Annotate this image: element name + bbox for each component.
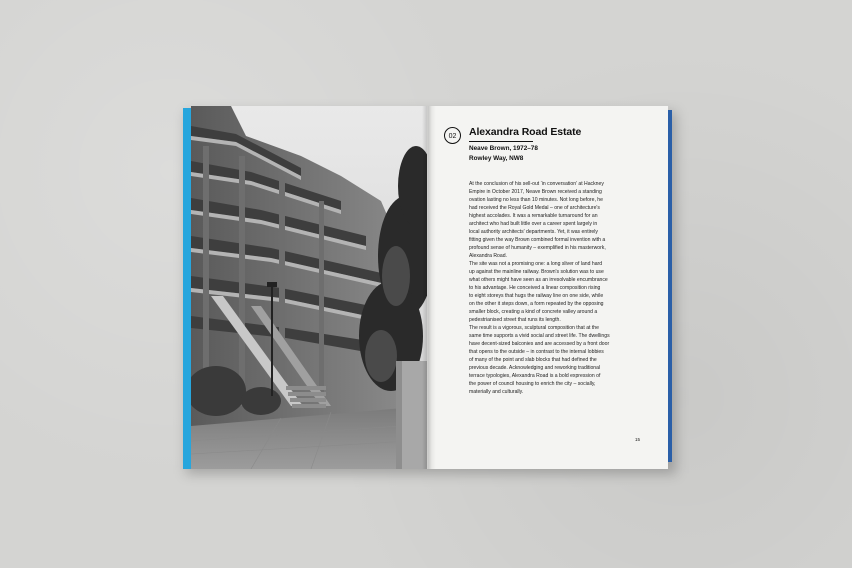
- body-line: pedestrianised street that runs its length.: [469, 317, 561, 323]
- title-rule: [469, 141, 533, 142]
- body-line: up against the mainline railway. Brown's solution was to use: [469, 269, 604, 275]
- body-line: of many of the point and slab blocks that had defined the: [469, 357, 597, 363]
- back-cover-edge: [668, 110, 672, 462]
- body-line: At the conclusion of his sell-out ‘in conversation’ at Hackney: [469, 181, 604, 187]
- body-line: same time supports a vivid social and street life. The dwellings: [469, 333, 610, 339]
- body-line: ovation lasting no less than 10 minutes. Not long before, he: [469, 197, 603, 203]
- body-line: The result is a vigorous, sculptural composition that at the: [469, 325, 599, 331]
- body-line: Empire in October 2017, Neave Brown received a standing: [469, 189, 602, 195]
- body-line: the power of council housing to enrich the city – socially,: [469, 381, 596, 387]
- body-line: architect who had built little over a career spent largely in: [469, 221, 598, 227]
- body-line: to his advantage. He conceived a linear composition rising: [469, 285, 601, 291]
- body-line: previous decade. Acknowledging and reworking traditional: [469, 365, 601, 371]
- left-page-photo: [191, 106, 427, 469]
- architect-and-dates: Neave Brown, 1972–78: [469, 145, 538, 152]
- page-number: 15: [635, 437, 641, 442]
- cover-spine-edge: [183, 108, 191, 469]
- brutalist-building-photo: [191, 106, 427, 469]
- body-line: what others might have seen as an irresolvable encumbrance: [469, 277, 608, 283]
- body-text: [469, 180, 659, 396]
- book-gutter: [422, 106, 436, 469]
- body-line: Alexandra Road.: [469, 253, 507, 259]
- body-line: that opens to the outside – in contrast to the internal lobbies: [469, 349, 604, 355]
- entry-address: Rowley Way, NW8: [469, 155, 524, 162]
- body-line: The site was not a promising one: a long sliver of land hard: [469, 261, 603, 267]
- body-line: smaller block, creating a kind of concrete valley around a: [469, 309, 598, 315]
- body-line: terrace typologies, Alexandra Road is a bold expression of: [469, 373, 601, 379]
- body-line: had received the Royal Gold Medal – one of architecture's: [469, 205, 600, 211]
- body-line: highest accolades. It was a remarkable turnaround for an: [469, 213, 598, 219]
- body-line: on the other it steps down, a form repeated by the opposing: [469, 301, 604, 307]
- entry-number-badge: 02: [444, 127, 461, 144]
- body-line: have decent-sized balconies and are accessed by a front door: [469, 341, 610, 347]
- body-line: materially and culturally.: [469, 389, 524, 395]
- body-line: profound sense of humanity – exemplified in his masterwork,: [469, 245, 606, 251]
- body-line: fitting given the way Brown combined formal invention with a: [469, 237, 606, 243]
- body-line: local authority architects' departments. Yet, it was entirely: [469, 229, 598, 235]
- body-line: to eight storeys that hugs the railway line on one side, while: [469, 293, 604, 299]
- entry-title: Alexandra Road Estate: [469, 126, 582, 138]
